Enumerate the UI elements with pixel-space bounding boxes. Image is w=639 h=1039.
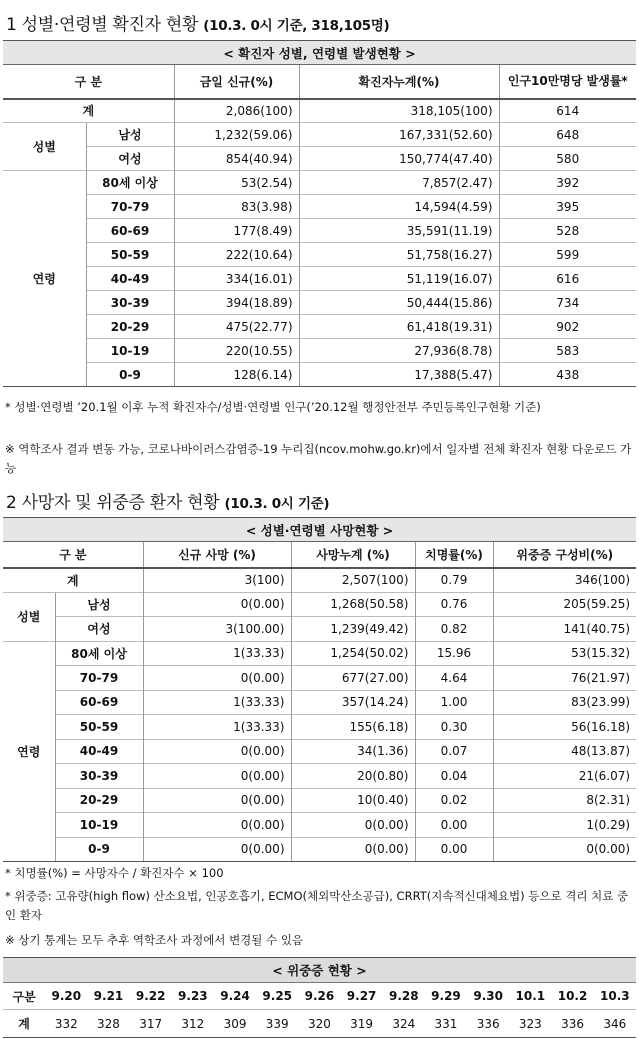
date-header: 9.26: [298, 983, 340, 1010]
table-row: [3, 592, 636, 617]
gender-cfr: 0.82: [415, 617, 493, 642]
age-cumulative: 7,857(2.47): [299, 171, 499, 195]
table-row: [3, 739, 636, 764]
age-new-deaths: 0(0.00): [143, 837, 291, 862]
table-row: [3, 291, 636, 315]
age-cumulative-deaths: 34(1.36): [291, 739, 415, 764]
table3-row-label: 계: [3, 1010, 45, 1038]
date-header: 9.29: [425, 983, 467, 1010]
gender-new-deaths: 3(100.00): [143, 617, 291, 642]
age-label: 60-69: [86, 219, 174, 243]
age-cfr: 0.07: [415, 739, 493, 764]
age-cumulative: 35,591(11.19): [299, 219, 499, 243]
gender-rate: 648: [499, 123, 636, 147]
age-new: 220(10.55): [174, 339, 299, 363]
age-rate: 734: [499, 291, 636, 315]
table2-header-category: 구 분: [3, 542, 143, 568]
age-new: 222(10.64): [174, 243, 299, 267]
severe-count: 328: [87, 1010, 129, 1038]
age-cumulative-deaths: 0(0.00): [291, 837, 415, 862]
age-new: 475(22.77): [174, 315, 299, 339]
gender-cumulative: 150,774(47.40): [299, 147, 499, 171]
table-row: [3, 641, 636, 666]
age-rate: 902: [499, 315, 636, 339]
total-label: 계: [3, 568, 143, 593]
date-header: 9.30: [467, 983, 509, 1010]
section1-title-text: 1 성별·연령별 확진자 현황: [6, 15, 199, 35]
table3-title: < 위중증 현황 >: [3, 958, 636, 983]
age-rate: 583: [499, 339, 636, 363]
section1-title: [6, 10, 389, 35]
age-cumulative-deaths: 1,254(50.02): [291, 641, 415, 666]
gender-new-deaths: 0(0.00): [143, 592, 291, 617]
age-label: 40-49: [55, 739, 143, 764]
age-cumulative-deaths: 0(0.00): [291, 813, 415, 838]
total-cumulative: 318,105(100): [299, 99, 499, 123]
age-cfr: 4.64: [415, 666, 493, 691]
age-new-deaths: 0(0.00): [143, 666, 291, 691]
gender-label: 여성: [55, 617, 143, 642]
age-severe: 8(2.31): [493, 788, 636, 813]
table3-row-header: 구분: [3, 983, 45, 1010]
age-cumulative: 61,418(19.31): [299, 315, 499, 339]
gender-new: 854(40.94): [174, 147, 299, 171]
severe-count: 339: [256, 1010, 298, 1038]
date-header: 9.22: [130, 983, 172, 1010]
table-row: [3, 764, 636, 789]
table-row: [3, 243, 636, 267]
severe-count: 331: [425, 1010, 467, 1038]
age-label: 40-49: [86, 267, 174, 291]
age-cfr: 0.04: [415, 764, 493, 789]
severe-count: 336: [467, 1010, 509, 1038]
age-severe: 83(23.99): [493, 690, 636, 715]
age-rate: 392: [499, 171, 636, 195]
table2-header-cfr: 치명률(%): [415, 542, 493, 568]
age-label: 0-9: [86, 363, 174, 387]
age-new: 53(2.54): [174, 171, 299, 195]
total-new: 2,086(100): [174, 99, 299, 123]
age-new: 83(3.98): [174, 195, 299, 219]
section2-title: [6, 488, 329, 513]
age-label: 20-29: [55, 788, 143, 813]
age-new: 394(18.89): [174, 291, 299, 315]
severe-count: 332: [45, 1010, 87, 1038]
age-cfr: 0.02: [415, 788, 493, 813]
age-cfr: 0.00: [415, 837, 493, 862]
age-label: 50-59: [55, 715, 143, 740]
severe-count: 324: [383, 1010, 425, 1038]
gender-rate: 580: [499, 147, 636, 171]
age-cumulative: 50,444(15.86): [299, 291, 499, 315]
age-new-deaths: 0(0.00): [143, 788, 291, 813]
age-label: 80세 이상: [55, 641, 143, 666]
total-rate: 614: [499, 99, 636, 123]
age-severe: 0(0.00): [493, 837, 636, 862]
gender-label: 남성: [55, 592, 143, 617]
severe-count: 336: [551, 1010, 593, 1038]
age-cfr: 1.00: [415, 690, 493, 715]
table-row: [3, 99, 636, 123]
age-label: 80세 이상: [86, 171, 174, 195]
age-rate: 616: [499, 267, 636, 291]
table-row: [3, 123, 636, 147]
total-cumulative-deaths: 2,507(100): [291, 568, 415, 593]
age-cfr: 15.96: [415, 641, 493, 666]
age-new: 177(8.49): [174, 219, 299, 243]
severe-trend-table: [3, 957, 636, 1038]
date-header: 9.21: [87, 983, 129, 1010]
severe-count: 309: [214, 1010, 256, 1038]
table2-header-new-deaths: 신규 사망 (%): [143, 542, 291, 568]
age-label: 10-19: [86, 339, 174, 363]
age-severe: 53(15.32): [493, 641, 636, 666]
age-label: 0-9: [55, 837, 143, 862]
table1-header-new: 금일 신규(%): [174, 65, 299, 99]
age-label: 70-79: [86, 195, 174, 219]
table1-title: < 확진자 성별, 연령별 발생현황 >: [3, 41, 636, 65]
age-cfr: 0.00: [415, 813, 493, 838]
table1-header-category: 구 분: [3, 65, 174, 99]
confirmed-cases-table: [3, 40, 636, 387]
age-new-deaths: 1(33.33): [143, 641, 291, 666]
age-new-deaths: 0(0.00): [143, 813, 291, 838]
table-row: [3, 837, 636, 862]
table-row: [3, 788, 636, 813]
gender-cumulative-deaths: 1,239(49.42): [291, 617, 415, 642]
table-row: [3, 690, 636, 715]
gender-cumulative-deaths: 1,268(50.58): [291, 592, 415, 617]
age-cumulative: 17,388(5.47): [299, 363, 499, 387]
table-row: [3, 267, 636, 291]
age-new-deaths: 1(33.33): [143, 715, 291, 740]
age-rate: 438: [499, 363, 636, 387]
severe-count: 319: [341, 1010, 383, 1038]
severe-count: 323: [509, 1010, 551, 1038]
gender-cfr: 0.76: [415, 592, 493, 617]
age-cumulative-deaths: 357(14.24): [291, 690, 415, 715]
age-new: 128(6.14): [174, 363, 299, 387]
gender-label: 여성: [86, 147, 174, 171]
section2-note-1: * 치명률(%) = 사망자수 / 확진자수 × 100: [5, 866, 224, 880]
date-header: 10.2: [551, 983, 593, 1010]
age-label: 20-29: [86, 315, 174, 339]
total-cfr: 0.79: [415, 568, 493, 593]
deaths-table: [3, 517, 636, 862]
section1-note-1: * 성별·연령별 ’20.1월 이후 누적 확진자수/성별·연령별 인구(’20.12월 행정안전부 주민등록인구현황 기준): [5, 400, 541, 414]
age-label: 50-59: [86, 243, 174, 267]
section1-note-2: ※ 역학조사 결과 변동 가능, 코로나바이러스감염증-19 누리집(ncov.mohw.go.kr)에서 일자별 전체 확진자 현황 다운로드 가능: [5, 442, 632, 475]
date-header: 9.25: [256, 983, 298, 1010]
table-row: [3, 315, 636, 339]
table2-header-cumulative-deaths: 사망누계 (%): [291, 542, 415, 568]
age-new-deaths: 0(0.00): [143, 739, 291, 764]
age-label: 70-79: [55, 666, 143, 691]
date-header: 9.27: [341, 983, 383, 1010]
age-label: 30-39: [55, 764, 143, 789]
table-row: [3, 666, 636, 691]
table1-header-cumulative: 확진자누계(%): [299, 65, 499, 99]
gender-severe: 205(59.25): [493, 592, 636, 617]
age-cumulative-deaths: 155(6.18): [291, 715, 415, 740]
table-row: [3, 339, 636, 363]
age-label: 60-69: [55, 690, 143, 715]
age-new-deaths: 1(33.33): [143, 690, 291, 715]
gender-group-label: 성별: [3, 592, 55, 641]
age-group-label: 연령: [3, 171, 86, 387]
age-new-deaths: 0(0.00): [143, 764, 291, 789]
table-row: [3, 363, 636, 387]
date-header: 9.23: [172, 983, 214, 1010]
gender-group-label: 성별: [3, 123, 86, 171]
age-severe: 21(6.07): [493, 764, 636, 789]
table-row: [3, 171, 636, 195]
date-header: 9.20: [45, 983, 87, 1010]
age-severe: 76(21.97): [493, 666, 636, 691]
severe-count: 312: [172, 1010, 214, 1038]
date-header: 10.1: [509, 983, 551, 1010]
gender-cumulative: 167,331(52.60): [299, 123, 499, 147]
section2-subtitle: (10.3. 0시 기준): [224, 496, 330, 512]
age-severe: 1(0.29): [493, 813, 636, 838]
table-row: [3, 147, 636, 171]
gender-new: 1,232(59.06): [174, 123, 299, 147]
age-cumulative-deaths: 20(0.80): [291, 764, 415, 789]
table-row: [3, 617, 636, 642]
age-cumulative: 14,594(4.59): [299, 195, 499, 219]
table-row: [3, 715, 636, 740]
date-header: 9.24: [214, 983, 256, 1010]
age-label: 30-39: [86, 291, 174, 315]
age-cumulative-deaths: 677(27.00): [291, 666, 415, 691]
date-header: 9.28: [383, 983, 425, 1010]
table2-header-severe: 위중증 구성비(%): [493, 542, 636, 568]
age-cumulative-deaths: 10(0.40): [291, 788, 415, 813]
age-severe: 56(16.18): [493, 715, 636, 740]
section2-note-2: * 위중증: 고유량(high flow) 산소요법, 인공호흡기, ECMO(체외막산소공급), CRRT(지속적신대체요법) 등으로 격리 치료 중인 환자: [5, 889, 629, 922]
table2-title: < 성별·연령별 사망현황 >: [3, 518, 636, 542]
age-rate: 395: [499, 195, 636, 219]
age-cumulative: 51,758(16.27): [299, 243, 499, 267]
table1-header-rate: 인구10만명당 발생률*: [499, 65, 636, 99]
date-header: 10.3: [594, 983, 636, 1010]
section2-title-text: 2 사망자 및 위중증 환자 현황: [6, 493, 220, 513]
age-cumulative: 51,119(16.07): [299, 267, 499, 291]
age-rate: 599: [499, 243, 636, 267]
severe-count: 346: [594, 1010, 636, 1038]
severe-count: 317: [130, 1010, 172, 1038]
total-severe: 346(100): [493, 568, 636, 593]
table-row: [3, 568, 636, 593]
section1-subtitle: (10.3. 0시 기준, 318,105명): [203, 18, 390, 34]
section2-note-3: ※ 상기 통계는 모두 추후 역학조사 과정에서 변경될 수 있음: [5, 933, 304, 947]
gender-severe: 141(40.75): [493, 617, 636, 642]
total-label: 계: [3, 99, 174, 123]
table-row: [3, 219, 636, 243]
age-new: 334(16.01): [174, 267, 299, 291]
age-cumulative: 27,936(8.78): [299, 339, 499, 363]
age-rate: 528: [499, 219, 636, 243]
severe-count: 320: [298, 1010, 340, 1038]
age-group-label: 연령: [3, 641, 55, 862]
table-row: [3, 195, 636, 219]
gender-label: 남성: [86, 123, 174, 147]
age-severe: 48(13.87): [493, 739, 636, 764]
table-row: [3, 813, 636, 838]
age-cfr: 0.30: [415, 715, 493, 740]
total-new-deaths: 3(100): [143, 568, 291, 593]
age-label: 10-19: [55, 813, 143, 838]
